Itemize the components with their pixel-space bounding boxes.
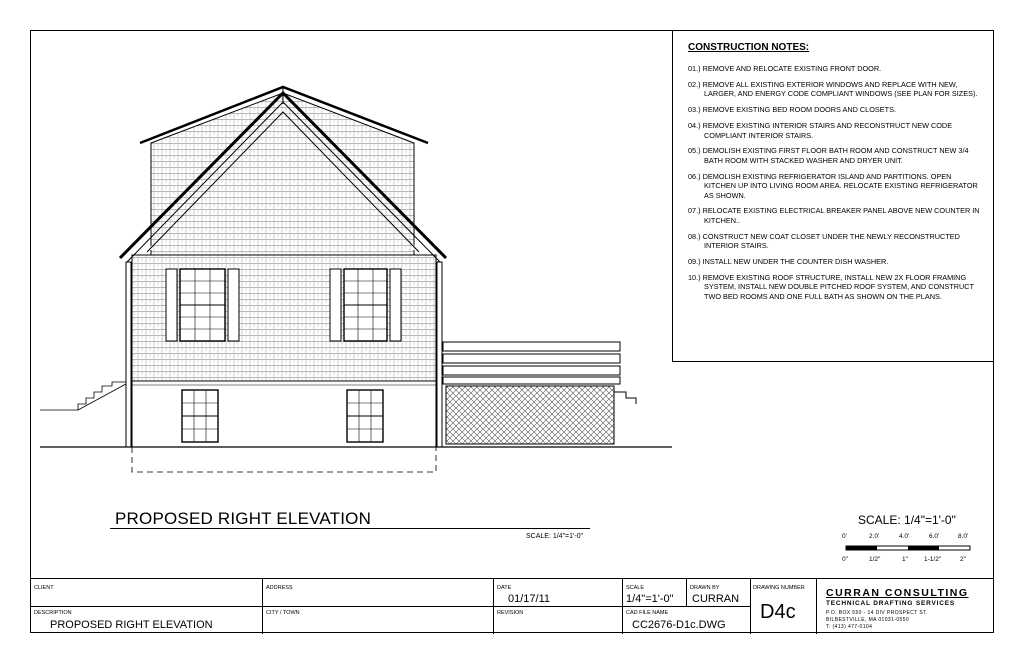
construction-note: 06.) DEMOLISH EXISTING REFRIGERATOR ISLAND AND PARTITIONS. OPEN KITCHEN UP INTO LIVING ROOM AREA. RELOCATE EXISTING REFRIGERATOR AS SHOWN. [688, 171, 978, 200]
scale-tick-bottom: 1" [902, 556, 908, 563]
construction-note: 04.) REMOVE EXISTING INTERIOR STAIRS AND RECONSTRUCT NEW CODE COMPLIANT INTERIOR STAIRS. [688, 121, 953, 140]
drawing-number-value: D4c [760, 601, 796, 623]
window-right-upper [330, 269, 401, 341]
footing-outline [132, 447, 436, 472]
construction-note: 05.) DEMOLISH EXISTING FIRST FLOOR BATH ROOM AND CONSTRUCT NEW 3/4 BATH ROOM WITH STACKED WASHER AND DRYER UNIT. [688, 146, 969, 165]
revision-label: REVISION [497, 610, 524, 616]
scale-tick-bottom: 0" [842, 556, 848, 563]
firm-address-line: P.O. BOX 550 - 14 DIV PROSPECT ST. [826, 610, 928, 616]
drawing-scale-note: SCALE: 1/4"=1'-0" [526, 533, 584, 540]
date-label: DATE [497, 585, 512, 591]
construction-note: 02.) REMOVE ALL EXISTING EXTERIOR WINDOWS AND REPLACE WITH NEW, LARGER, AND ENERGY CODE COMPLIANT WINDOWS (SEE PLAN FOR SIZES). [688, 79, 978, 99]
client-label: CLIENT [34, 585, 54, 591]
title-underline [110, 528, 590, 529]
graphic-scale-bar [840, 540, 980, 554]
construction-note: 10.) REMOVE EXISTING ROOF STRUCTURE, INSTALL NEW 2X FLOOR FRAMING SYSTEM, INSTALL NEW DOUBLE PITCHED ROOF SYSTEM, AND CONSTRUCT TWO BED ROOMS AND ONE FULL BATH AS SHOWN ON THE PLANS. [688, 273, 974, 301]
scale-tick-bottom: 2" [960, 556, 966, 563]
description-value: PROPOSED RIGHT ELEVATION [50, 619, 213, 631]
scale-tick-bottom: 1/2" [869, 556, 881, 563]
deck [443, 342, 636, 444]
scale-tick-bottom: 1-1/2" [924, 556, 942, 563]
scale-tick-top: 8.0' [958, 533, 969, 540]
cad-file-value: CC2676-D1c.DWG [632, 619, 726, 631]
scale-tick-top: 4.0' [899, 533, 910, 540]
drawing-title: PROPOSED RIGHT ELEVATION [115, 509, 372, 528]
graphic-scale-heading: SCALE: 1/4"=1'-0" [858, 513, 956, 527]
drawn-by-value: CURRAN [692, 593, 740, 605]
address-label: ADDRESS [266, 585, 293, 591]
scale-tick-top: 2.0' [869, 533, 880, 540]
cad-file-label: CAD FILE NAME [626, 610, 669, 616]
scale-value: 1/4"=1'-0" [626, 593, 674, 605]
drawn-by-label: DRAWN BY [690, 585, 720, 591]
firm-subtitle: TECHNICAL DRAFTING SERVICES [826, 600, 955, 607]
construction-note: 09.) INSTALL NEW UNDER THE COUNTER DISH WASHER. [688, 257, 889, 267]
construction-note: 08.) CONSTRUCT NEW COAT CLOSET UNDER THE NEWLY RECONSTRUCTED INTERIOR STAIRS. [688, 231, 960, 251]
window-right-basement [347, 390, 383, 442]
scale-label: SCALE [626, 585, 645, 591]
firm-address-line: BILBESTVILLE, MA 01031-0550 [826, 617, 910, 623]
city-label: CITY / TOWN [266, 610, 300, 616]
construction-note: 01.) REMOVE AND RELOCATE EXISTING FRONT DOOR. [688, 64, 882, 73]
construction-note: 03.) REMOVE EXISTING BED ROOM DOORS AND CLOSETS. [688, 105, 897, 115]
construction-notes-title: CONSTRUCTION NOTES: [688, 42, 810, 53]
title-block [30, 578, 994, 633]
firm-name: CURRAN CONSULTING [826, 587, 969, 599]
date-value: 01/17/11 [508, 593, 551, 605]
foundation [132, 381, 436, 447]
window-left-basement [182, 390, 218, 442]
scale-tick-top: 0' [842, 533, 847, 540]
construction-note: 07.) RELOCATE EXISTING ELECTRICAL BREAKER PANEL ABOVE NEW COUNTER IN KITCHEN.. [688, 206, 980, 225]
firm-address-line: T: (413) 477-0104 [826, 624, 873, 630]
window-left-upper [166, 269, 239, 341]
left-stair [40, 382, 126, 410]
description-label: DESCRIPTION [34, 610, 72, 616]
drawing-number-label: DRAWING NUMBER [753, 585, 805, 591]
scale-tick-top: 6.0' [929, 533, 940, 540]
